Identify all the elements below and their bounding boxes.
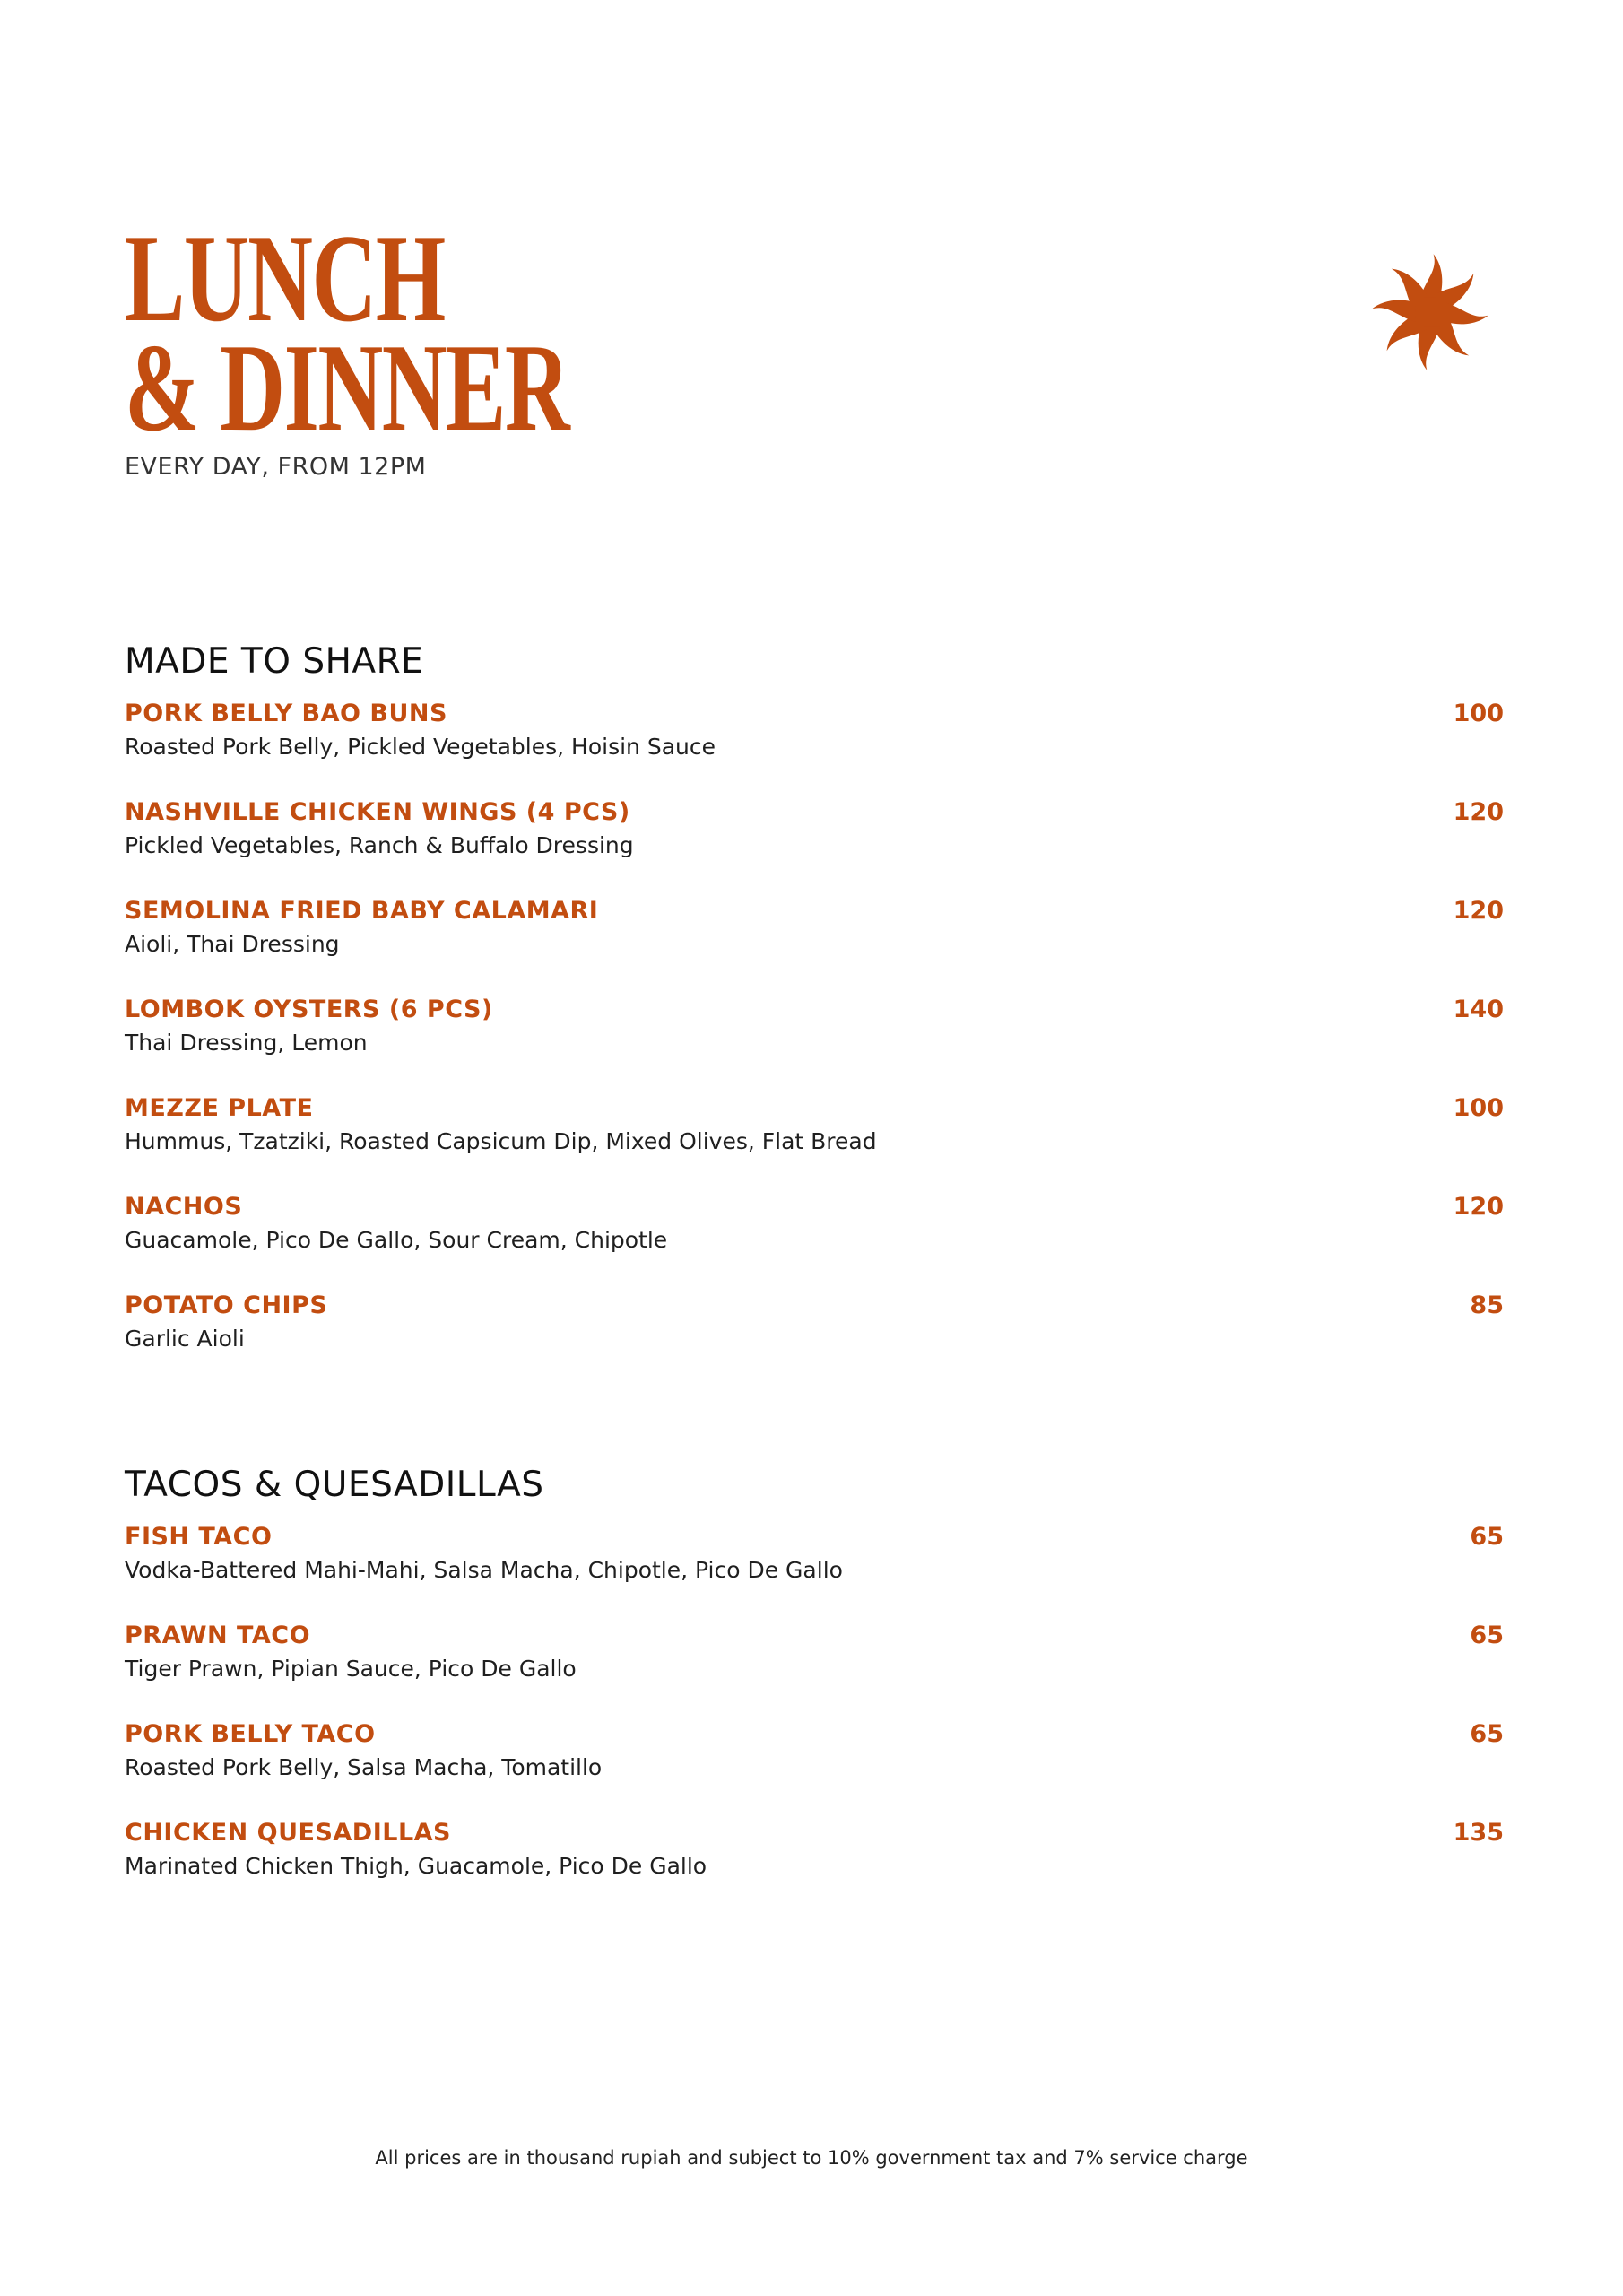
section-tacos-quesadillas (125, 1462, 1504, 1916)
item-name: MEZZE PLATE (125, 1094, 314, 1122)
item-description: Roasted Pork Belly, Pickled Vegetables, Hoisin Sauce (125, 734, 716, 760)
item-name: PRAWN TACO (125, 1622, 311, 1649)
item-price: 120 (1453, 897, 1504, 925)
menu-item (125, 1817, 1504, 1916)
menu-title (125, 209, 742, 457)
menu-item (125, 1092, 1504, 1191)
item-description: Aioli, Thai Dressing (125, 931, 340, 957)
menu-item (125, 698, 1504, 796)
item-price: 65 (1470, 1622, 1504, 1649)
item-name: NACHOS (125, 1193, 243, 1221)
item-name: SEMOLINA FRIED BABY CALAMARI (125, 897, 599, 925)
section-title: TACOS & QUESADILLAS (125, 1465, 544, 1505)
item-description: Thai Dressing, Lemon (125, 1030, 368, 1056)
item-price: 120 (1453, 1193, 1504, 1221)
menu-item (125, 1718, 1504, 1817)
section-title: MADE TO SHARE (125, 641, 424, 682)
item-name: FISH TACO (125, 1523, 273, 1551)
menu-item (125, 895, 1504, 994)
menu-item (125, 1521, 1504, 1620)
sun-icon (1350, 231, 1511, 393)
item-price: 100 (1453, 700, 1504, 727)
menu-item (125, 796, 1504, 895)
item-description: Guacamole, Pico De Gallo, Sour Cream, Chipotle (125, 1227, 668, 1253)
menu-item (125, 1191, 1504, 1290)
title-line-2: & DINNER (125, 318, 569, 457)
item-description: Hummus, Tzatziki, Roasted Capsicum Dip, Mixed Olives, Flat Bread (125, 1128, 877, 1154)
price-disclaimer: All prices are in thousand rupiah and subject to 10% government tax and 7% service charge (375, 2147, 1248, 2169)
menu-item (125, 1290, 1504, 1388)
item-name: PORK BELLY BAO BUNS (125, 700, 447, 727)
item-description: Roasted Pork Belly, Salsa Macha, Tomatillo (125, 1754, 603, 1780)
menu-item-list (125, 1521, 1504, 1916)
menu-item (125, 994, 1504, 1092)
item-price: 135 (1453, 1819, 1504, 1847)
item-price: 120 (1453, 798, 1504, 826)
item-price: 85 (1470, 1292, 1504, 1319)
menu-subtitle: EVERY DAY, FROM 12PM (125, 453, 427, 481)
item-price: 65 (1470, 1523, 1504, 1551)
item-description: Vodka-Battered Mahi-Mahi, Salsa Macha, Chipotle, Pico De Gallo (125, 1557, 843, 1583)
item-price: 65 (1470, 1720, 1504, 1748)
item-name: PORK BELLY TACO (125, 1720, 376, 1748)
item-name: CHICKEN QUESADILLAS (125, 1819, 452, 1847)
item-description: Garlic Aioli (125, 1326, 245, 1352)
item-price: 100 (1453, 1094, 1504, 1122)
item-description: Pickled Vegetables, Ranch & Buffalo Dressing (125, 832, 634, 858)
menu-item (125, 1620, 1504, 1718)
item-description: Marinated Chicken Thigh, Guacamole, Pico De Gallo (125, 1853, 707, 1879)
menu-item-list (125, 698, 1504, 1388)
item-name: LOMBOK OYSTERS (6 PCS) (125, 996, 493, 1023)
section-made-to-share (125, 639, 1504, 1388)
title-line-1: LUNCH (125, 209, 445, 348)
item-name: POTATO CHIPS (125, 1292, 328, 1319)
item-description: Tiger Prawn, Pipian Sauce, Pico De Gallo (125, 1656, 577, 1682)
item-name: NASHVILLE CHICKEN WINGS (4 PCS) (125, 798, 630, 826)
item-price: 140 (1453, 996, 1504, 1023)
